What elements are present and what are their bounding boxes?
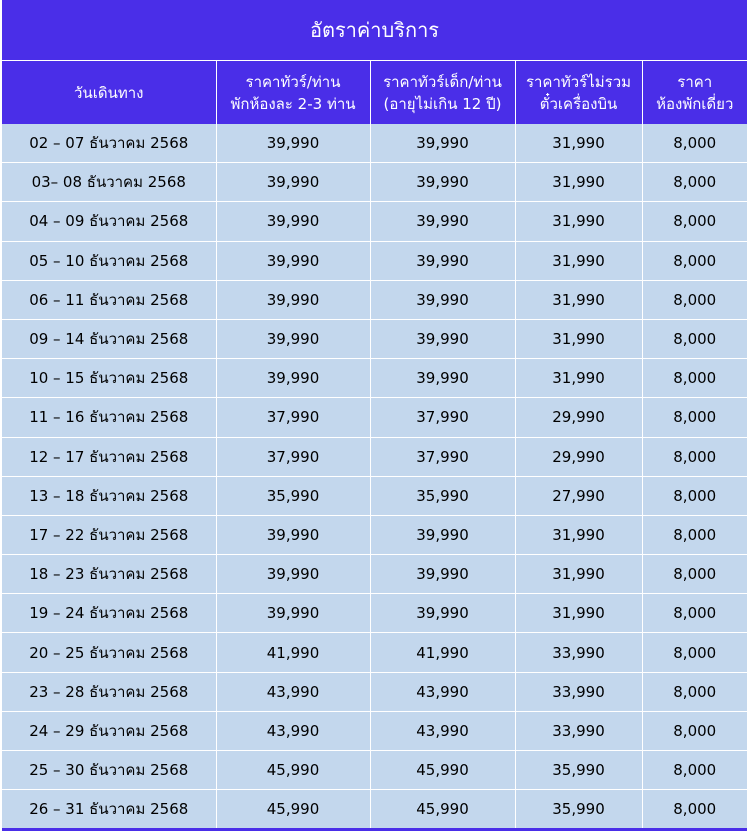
table-row [2,672,747,711]
table-row [2,633,747,672]
cell-no-flight-price: 33,990 [515,711,642,750]
cell-single-room-price: 8,000 [642,163,747,202]
header-no-flight-price: ราคาทัวร์ไม่รวม ตั๋วเครื่องบิน [515,61,642,124]
table-body [2,124,747,830]
cell-date: 04 – 09 ธันวาคม 2568 [2,202,216,241]
cell-no-flight-price: 33,990 [515,633,642,672]
cell-date: 05 – 10 ธันวาคม 2568 [2,241,216,280]
cell-no-flight-price: 35,990 [515,751,642,790]
cell-single-room-price: 8,000 [642,790,747,830]
cell-single-room-price: 8,000 [642,398,747,437]
cell-adult-price: 39,990 [216,163,370,202]
cell-adult-price: 37,990 [216,398,370,437]
table-row [2,163,747,202]
cell-date: 13 – 18 ธันวาคม 2568 [2,476,216,515]
cell-no-flight-price: 31,990 [515,280,642,319]
cell-adult-price: 39,990 [216,241,370,280]
table-row [2,515,747,554]
cell-child-price: 39,990 [370,515,515,554]
cell-no-flight-price: 27,990 [515,476,642,515]
cell-adult-price: 39,990 [216,594,370,633]
table-row [2,790,747,830]
cell-no-flight-price: 31,990 [515,594,642,633]
cell-child-price: 39,990 [370,594,515,633]
table-row [2,437,747,476]
header-row [2,61,747,124]
cell-date: 11 – 16 ธันวาคม 2568 [2,398,216,437]
cell-date: 10 – 15 ธันวาคม 2568 [2,359,216,398]
cell-no-flight-price: 31,990 [515,241,642,280]
cell-adult-price: 43,990 [216,672,370,711]
cell-date: 02 – 07 ธันวาคม 2568 [2,124,216,163]
header-adult-price: ราคาทัวร์/ท่าน พักห้องละ 2-3 ท่าน [216,61,370,124]
cell-no-flight-price: 31,990 [515,202,642,241]
cell-no-flight-price: 33,990 [515,672,642,711]
table-row [2,594,747,633]
cell-date: 23 – 28 ธันวาคม 2568 [2,672,216,711]
cell-child-price: 43,990 [370,672,515,711]
table-row [2,751,747,790]
table-row [2,124,747,163]
cell-adult-price: 39,990 [216,555,370,594]
cell-date: 20 – 25 ธันวาคม 2568 [2,633,216,672]
table-row [2,241,747,280]
cell-adult-price: 39,990 [216,515,370,554]
header-date: วันเดินทาง [2,61,216,124]
cell-adult-price: 39,990 [216,280,370,319]
cell-date: 17 – 22 ธันวาคม 2568 [2,515,216,554]
cell-child-price: 37,990 [370,398,515,437]
cell-date: 26 – 31 ธันวาคม 2568 [2,790,216,830]
cell-child-price: 43,990 [370,711,515,750]
cell-single-room-price: 8,000 [642,515,747,554]
table-title: อัตราค่าบริการ [2,0,747,61]
cell-date: 12 – 17 ธันวาคม 2568 [2,437,216,476]
cell-child-price: 39,990 [370,124,515,163]
cell-single-room-price: 8,000 [642,476,747,515]
cell-date: 24 – 29 ธันวาคม 2568 [2,711,216,750]
cell-no-flight-price: 31,990 [515,555,642,594]
cell-date: 03– 08 ธันวาคม 2568 [2,163,216,202]
table-row [2,398,747,437]
cell-no-flight-price: 31,990 [515,359,642,398]
cell-child-price: 35,990 [370,476,515,515]
cell-single-room-price: 8,000 [642,594,747,633]
cell-adult-price: 43,990 [216,711,370,750]
cell-no-flight-price: 31,990 [515,319,642,358]
cell-no-flight-price: 29,990 [515,437,642,476]
price-table-panel [2,0,747,817]
cell-no-flight-price: 35,990 [515,790,642,830]
cell-single-room-price: 8,000 [642,555,747,594]
cell-no-flight-price: 29,990 [515,398,642,437]
price-table [2,61,747,831]
cell-single-room-price: 8,000 [642,280,747,319]
cell-adult-price: 39,990 [216,124,370,163]
cell-adult-price: 39,990 [216,359,370,398]
cell-no-flight-price: 31,990 [515,163,642,202]
cell-single-room-price: 8,000 [642,633,747,672]
cell-child-price: 37,990 [370,437,515,476]
cell-single-room-price: 8,000 [642,241,747,280]
cell-adult-price: 39,990 [216,319,370,358]
cell-no-flight-price: 31,990 [515,124,642,163]
cell-date: 06 – 11 ธันวาคม 2568 [2,280,216,319]
cell-single-room-price: 8,000 [642,751,747,790]
table-row [2,476,747,515]
cell-child-price: 45,990 [370,751,515,790]
cell-child-price: 39,990 [370,241,515,280]
cell-child-price: 39,990 [370,202,515,241]
cell-adult-price: 37,990 [216,437,370,476]
cell-child-price: 41,990 [370,633,515,672]
table-row [2,359,747,398]
cell-child-price: 39,990 [370,319,515,358]
cell-single-room-price: 8,000 [642,124,747,163]
cell-date: 09 – 14 ธันวาคม 2568 [2,319,216,358]
cell-date: 18 – 23 ธันวาคม 2568 [2,555,216,594]
cell-child-price: 39,990 [370,359,515,398]
cell-no-flight-price: 31,990 [515,515,642,554]
cell-single-room-price: 8,000 [642,711,747,750]
table-row [2,319,747,358]
cell-date: 25 – 30 ธันวาคม 2568 [2,751,216,790]
table-row [2,202,747,241]
cell-child-price: 39,990 [370,555,515,594]
cell-date: 19 – 24 ธันวาคม 2568 [2,594,216,633]
cell-adult-price: 39,990 [216,202,370,241]
cell-child-price: 39,990 [370,163,515,202]
cell-single-room-price: 8,000 [642,437,747,476]
cell-single-room-price: 8,000 [642,319,747,358]
cell-child-price: 45,990 [370,790,515,830]
header-child-price: ราคาทัวร์เด็ก/ท่าน (อายุไม่เกิน 12 ปี) [370,61,515,124]
header-single-room-price: ราคา ห้องพักเดี่ยว [642,61,747,124]
cell-adult-price: 45,990 [216,751,370,790]
table-row [2,711,747,750]
cell-single-room-price: 8,000 [642,202,747,241]
cell-adult-price: 35,990 [216,476,370,515]
cell-child-price: 39,990 [370,280,515,319]
cell-single-room-price: 8,000 [642,672,747,711]
table-row [2,555,747,594]
table-row [2,280,747,319]
cell-single-room-price: 8,000 [642,359,747,398]
cell-adult-price: 41,990 [216,633,370,672]
cell-adult-price: 45,990 [216,790,370,830]
